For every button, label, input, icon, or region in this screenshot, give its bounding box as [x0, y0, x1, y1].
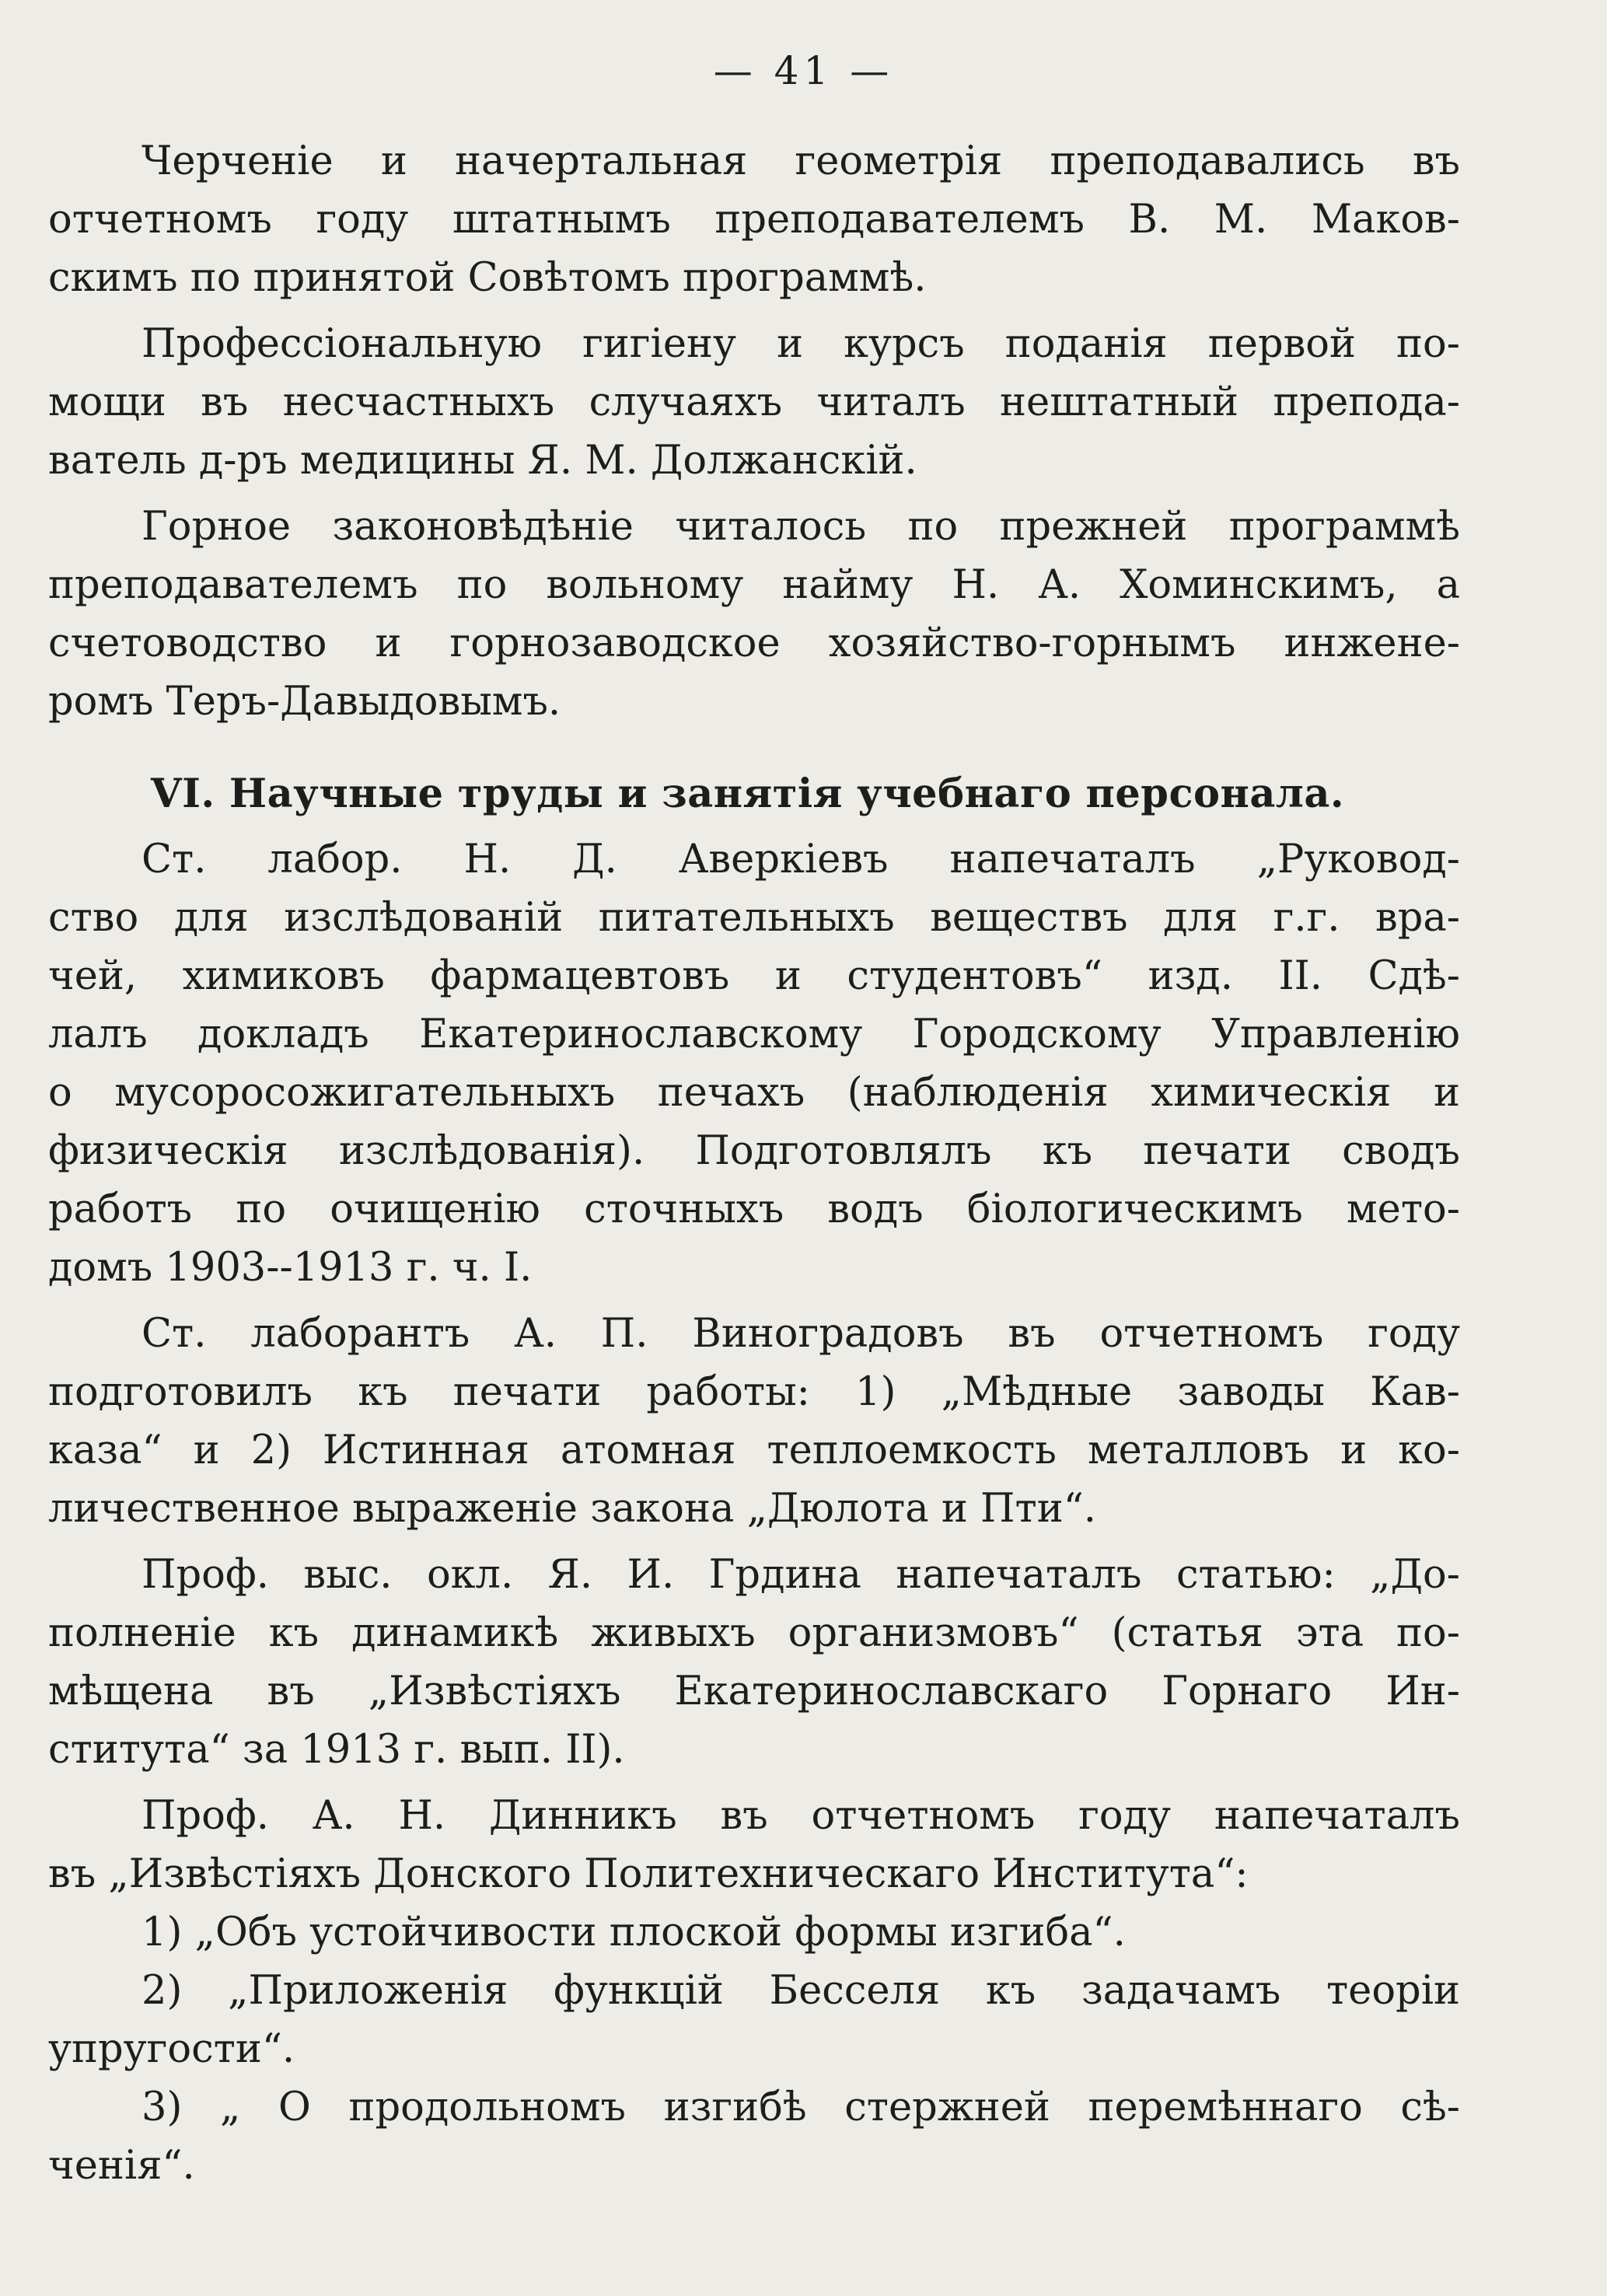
- text-line: 2) „Приложенія функцій Бесселя къ задачамъ теоріи: [141, 1968, 1460, 2014]
- text-line: преподавателемъ по вольному найму Н. А. Хоминскимъ, а: [48, 562, 1460, 608]
- text-line: 1) „Объ устойчивости плоской формы изгиба“.: [141, 1910, 1126, 1955]
- paragraph-averkiev: [48, 830, 1460, 1297]
- paragraph-vinogradov: [48, 1305, 1460, 1538]
- section-heading: VI. Научные труды и занятія учебнаго персонала.: [151, 771, 1345, 817]
- text-line: Черченіе и начертальная геометрія преподавались въ: [141, 138, 1460, 184]
- page-body: [48, 132, 1460, 2195]
- paragraph-mining-law: [48, 498, 1460, 731]
- paragraph-dinnik: [48, 1787, 1460, 1903]
- text-line: подготовилъ къ печати работы: 1) „Мѣдные заводы Кав-: [48, 1369, 1460, 1415]
- list-item-2: [48, 1962, 1460, 2078]
- text-line: Горное законовѣдѣніе читалось по прежней программѣ: [141, 504, 1460, 550]
- page-number: — 41 —: [713, 48, 894, 93]
- text-line: Ст. лаборантъ А. П. Виноградовъ въ отчетномъ году: [141, 1311, 1460, 1357]
- text-line: ченія“.: [48, 2143, 195, 2189]
- text-line: Проф. выс. окл. Я. И. Грдина напечаталъ статью: „До-: [141, 1552, 1460, 1598]
- list-item-3: [48, 2078, 1460, 2195]
- text-line: личественное выраженіе закона „Дюлота и Пти“.: [48, 1486, 1096, 1532]
- text-line: домъ 1903--1913 г. ч. I.: [48, 1245, 533, 1291]
- text-line: мощи въ несчастныхъ случаяхъ читалъ нештатный препода-: [48, 379, 1460, 425]
- text-line: ститута“ за 1913 г. вып. II).: [48, 1727, 625, 1773]
- text-line: скимъ по принятой Совѣтомъ программѣ.: [48, 255, 927, 301]
- text-line: физическія изслѣдованія). Подготовлялъ къ печати сводъ: [48, 1128, 1460, 1174]
- text-line: 3) „ О продольномъ изгибѣ стержней перемѣннаго сѣ-: [141, 2085, 1460, 2130]
- text-line: лалъ докладъ Екатеринославскому Городскому Управленію: [48, 1012, 1460, 1057]
- text-line: ромъ Теръ-Давыдовымъ.: [48, 679, 561, 725]
- text-line: работъ по очищенію сточныхъ водъ біологическимъ мето-: [48, 1186, 1460, 1232]
- text-line: въ „Извѣстіяхъ Донского Политехническаго Института“:: [48, 1851, 1249, 1897]
- text-line: упругости“.: [48, 2026, 295, 2072]
- text-line: о мусоросожигательныхъ печахъ (наблюденія химическія и: [48, 1070, 1460, 1116]
- text-line: Проф. А. Н. Динникъ въ отчетномъ году напечаталъ: [141, 1793, 1460, 1839]
- paragraph-drawing-geometry: [48, 132, 1460, 307]
- text-line: полненіе къ динамикѣ живыхъ организмовъ“ (статья эта по-: [48, 1610, 1460, 1656]
- text-line: мѣщена въ „Извѣстіяхъ Екатеринославскаго Горнаго Ин-: [48, 1669, 1460, 1714]
- text-line: Ст. лабор. Н. Д. Аверкіевъ напечаталъ „Руковод-: [141, 837, 1460, 882]
- text-line: счетоводство и горнозаводское хозяйство-горнымъ инжене-: [48, 620, 1460, 666]
- paragraph-grdina: [48, 1546, 1460, 1779]
- text-line: ватель д-ръ медицины Я. М. Должанскій.: [48, 438, 917, 484]
- text-line: отчетномъ году штатнымъ преподавателемъ В. М. Маков-: [48, 197, 1460, 243]
- text-line: чей, химиковъ фармацевтовъ и студентовъ“ изд. II. Сдѣ-: [48, 953, 1460, 999]
- text-line: ство для изслѣдованій питательныхъ веществъ для г.г. вра-: [48, 895, 1460, 941]
- text-line: каза“ и 2) Истинная атомная теплоемкость металловъ и ко-: [48, 1428, 1460, 1473]
- text-line: Профессіональную гигіену и курсъ поданія первой по-: [141, 321, 1460, 367]
- list-item-1: [48, 1903, 1460, 1962]
- paragraph-hygiene: [48, 315, 1460, 490]
